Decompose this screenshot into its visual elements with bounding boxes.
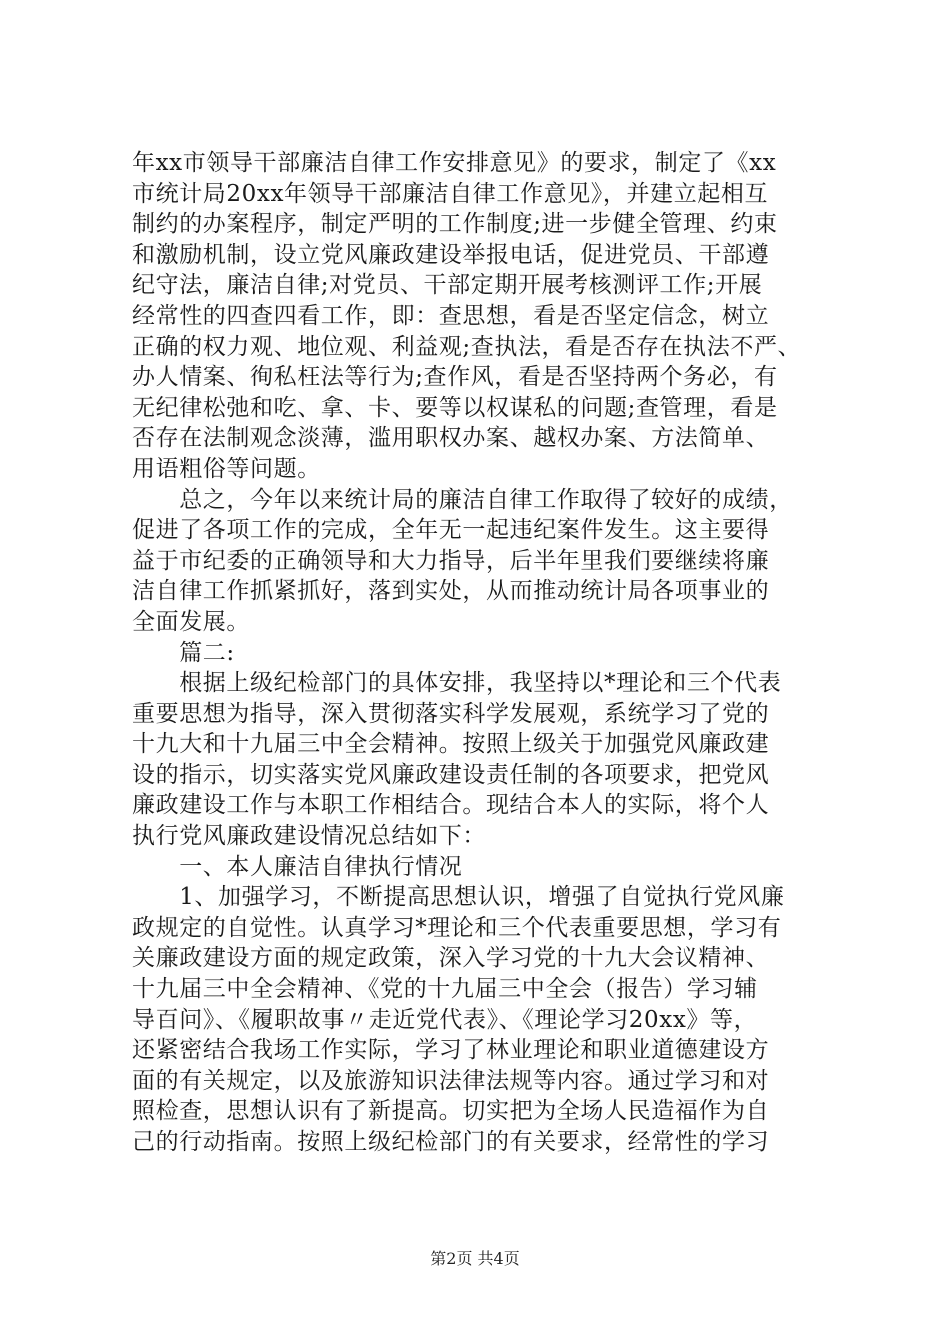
text-line: 无纪律松弛和吃、拿、卡、要等以权谋私的问题;查管理，看是 xyxy=(132,394,778,421)
text-line: 总之，今年以来统计局的廉洁自律工作取得了较好的成绩， xyxy=(132,486,793,513)
text-line: 全面发展。 xyxy=(132,608,250,635)
text-line: 经常性的四查四看工作，即：查思想，看是否坚定信念，树立 xyxy=(132,302,770,329)
text-line: 关廉政建设方面的规定政策，深入学习党的十九大会议精神、 xyxy=(132,945,770,972)
text-line: 照检查，思想认识有了新提高。切实把为全场人民造福作为自 xyxy=(132,1098,770,1125)
text-line: 廉政建设工作与本职工作相结合。现结合本人的实际，将个人 xyxy=(132,792,770,819)
text-line: 洁自律工作抓紧抓好，落到实处，从而推动统计局各项事业的 xyxy=(132,578,770,605)
text-line: 制约的办案程序，制定严明的工作制度;进一步健全管理、约束 xyxy=(132,211,778,238)
text-line: 己的行动指南。按照上级纪检部门的有关要求，经常性的学习 xyxy=(132,1129,770,1155)
document-body xyxy=(132,148,832,1158)
text-line: 十九届三中全会精神、《党的十九届三中全会（报告）学习辅 xyxy=(132,976,758,1003)
text-line: 执行党风廉政建设情况总结如下： xyxy=(132,823,486,850)
section-heading: 篇二: xyxy=(132,639,235,666)
text-line: 益于市纪委的正确领导和大力指导，后半年里我们要继续将廉 xyxy=(132,547,770,574)
text-line: 根据上级纪检部门的具体安排，我坚持以*理论和三个代表 xyxy=(132,670,782,697)
text-line: 政规定的自觉性。认真学习*理论和三个代表重要思想，学习有 xyxy=(132,914,782,941)
text-line: 和激励机制，设立党风廉政建设举报电话，促进党员、干部遵 xyxy=(132,241,770,268)
text-line: 年xx市领导干部廉洁自律工作安排意见》的要求，制定了《xx xyxy=(132,150,777,176)
text-line: 市统计局20xx年领导干部廉洁自律工作意见》，并建立起相互 xyxy=(132,180,769,207)
text-line: 1、加强学习，不断提高思想认识，增强了自觉执行党风廉 xyxy=(132,884,785,911)
text-line: 面的有关规定，以及旅游知识法律法规等内容。通过学习和对 xyxy=(132,1067,770,1094)
text-line: 纪守法，廉洁自律;对党员、干部定期开展考核测评工作;开展 xyxy=(132,272,763,299)
text-line: 否存在法制观念淡薄，滥用职权办案、越权办案、方法简单、 xyxy=(132,425,770,452)
text-line: 重要思想为指导，深入贯彻落实科学发展观，系统学习了党的 xyxy=(132,700,770,727)
text-line: 设的指示，切实落实党风廉政建设责任制的各项要求，把党风 xyxy=(132,761,770,788)
page-number-footer: 第2页 共4页 xyxy=(430,1249,520,1268)
text-line: 用语粗俗等问题。 xyxy=(132,455,321,482)
text-line: 导百问》、《履职故事〃走近党代表》、《理论学习20xx》等， xyxy=(132,1006,758,1033)
text-line: 十九大和十九届三中全会精神。按照上级关于加强党风廉政建 xyxy=(132,731,770,758)
text-line: 促进了各项工作的完成，全年无一起违纪案件发生。这主要得 xyxy=(132,517,770,544)
text-line: 办人情案、徇私枉法等行为;查作风，看是否坚持两个务必，有 xyxy=(132,364,778,391)
subsection-heading: 一、本人廉洁自律执行情况 xyxy=(132,853,463,880)
text-line: 还紧密结合我场工作实际，学习了林业理论和职业道德建设方 xyxy=(132,1037,770,1064)
text-line: 正确的权力观、地位观、利益观;查执法，看是否存在执法不严、 xyxy=(132,333,802,360)
